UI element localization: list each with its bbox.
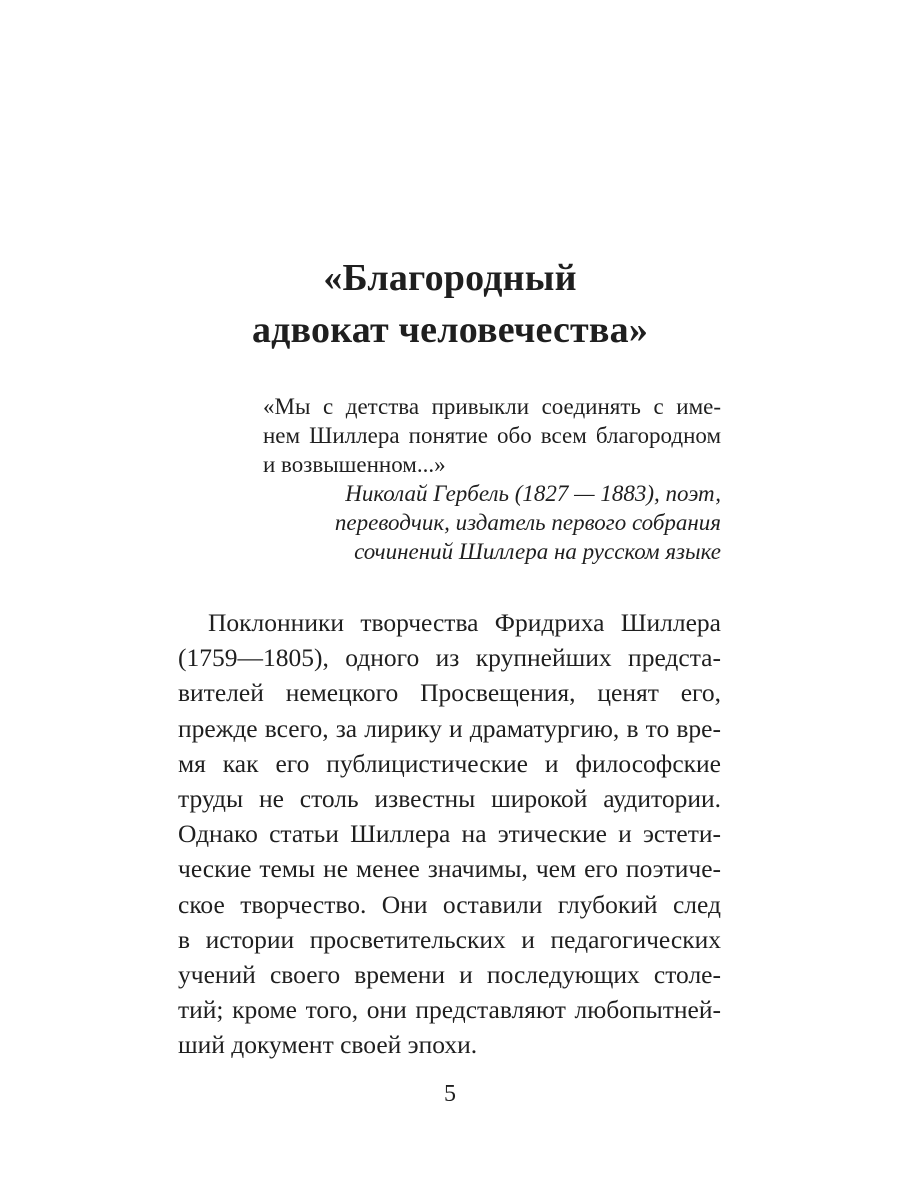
body-line: труды не столь известны широкой аудитории.	[178, 783, 721, 813]
body-line: тий; кроме того, они представляют любопытней-	[178, 995, 721, 1025]
epigraph-quote-line-1: «Мы с детства привыкли соединять с име-	[263, 394, 721, 419]
epigraph-attribution-line-3: сочинений Шиллера на русском языке	[354, 539, 721, 564]
body-line: мя как его публицистические и философские	[178, 748, 721, 778]
chapter-title-line-1: «Благородный	[323, 257, 577, 299]
body-line: Поклонники творчества Фридриха Шиллера	[208, 608, 721, 637]
body-line: прежде всего, за лирику и драматургию, в то вре-	[178, 713, 721, 743]
epigraph-quote-line-3: и возвышенном...»	[263, 452, 446, 477]
epigraph-attribution-line-2: переводчик, издатель первого собрания	[334, 510, 721, 535]
body-line: ческие темы не менее значимы, чем его поэтиче-	[178, 854, 721, 884]
epigraph-quote-line-2: нем Шиллера понятие обо всем благородном	[263, 423, 721, 448]
body-line: Однако статьи Шиллера на этические и эстети-	[178, 819, 721, 849]
body-line: учений своего времени и последующих столе-	[178, 959, 721, 989]
body-line: вителей немецкого Просвещения, ценят его,	[178, 678, 721, 708]
body-line: ший документ своей эпохи.	[178, 1030, 478, 1060]
body-line: в истории просветительских и педагогических	[178, 924, 721, 954]
epigraph-attribution-line-1: Николай Гербель (1827 — 1883), поэт,	[345, 481, 721, 506]
page-number: 5	[444, 1081, 456, 1107]
body-line: ское творчество. Они оставили глубокий след	[178, 889, 721, 919]
chapter-title-line-2: адвокат человечества»	[251, 309, 649, 351]
epigraph	[263, 392, 721, 566]
body-paragraph	[178, 605, 721, 1062]
body-line: (1759—1805), одного из крупнейших предста-	[178, 643, 721, 673]
chapter-title	[150, 252, 750, 356]
